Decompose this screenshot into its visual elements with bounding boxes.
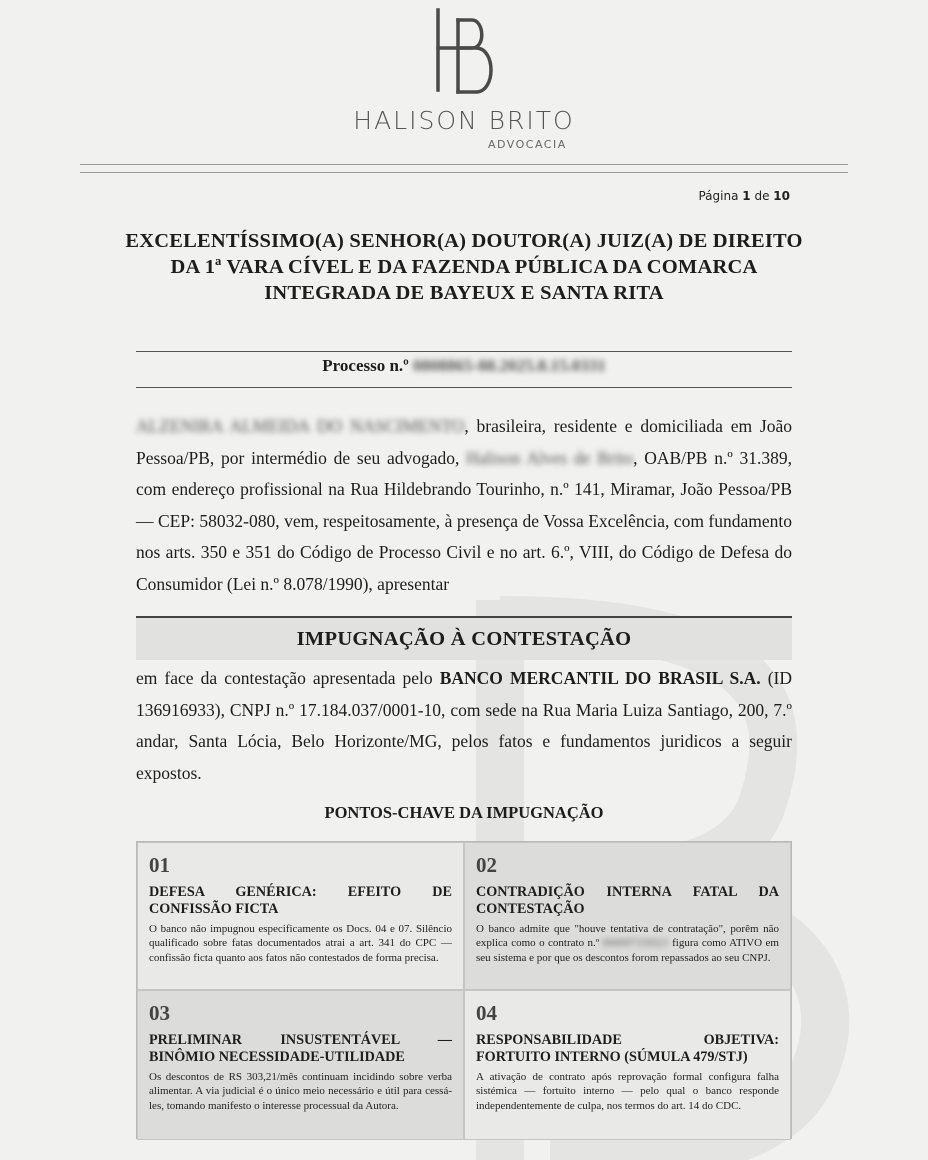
card-number: 04 xyxy=(476,1001,497,1025)
bank-name: BANCO MERCANTIL DO BRASIL S.A. xyxy=(439,668,761,688)
page-prefix: Página xyxy=(698,189,739,203)
card-body-b: figura como ATIVO em seu sistema e por que os descontos forom repassados ao seu CNPJ. xyxy=(476,937,779,964)
key-point-card-01 xyxy=(137,842,464,990)
logo xyxy=(0,6,928,98)
card-number: 03 xyxy=(149,1001,170,1025)
lawyer-name: Halison Alves de Brito xyxy=(466,447,634,468)
document-title: EXCELENTÍSSIMO(A) SENHOR(A) DOUTOR(A) JUIZ(A) DE DIREITO DA 1ª VARA CÍVEL E DA FAZENDA PÚBLICA DA COMARCA INTEGRADA DE BAYEUX E SANTA RITA xyxy=(125,230,803,304)
facing-text-b: (ID 136916933), CNPJ n.º 17.184.037/0001-10, com sede na Rua Maria Luiza Santiago, 200, 7.º andar, Santa Lócia, Belo Horizonte/MG, pelos fatos e fundamentos juridicos a seguir expostos. xyxy=(136,668,793,783)
card-title: DEFESA GENÉRICA: EFEITO DE CONFISSÃO FICTA xyxy=(149,884,452,917)
page-of: de xyxy=(754,189,770,203)
page-indicator xyxy=(698,189,790,203)
intro-paragraph xyxy=(136,411,792,600)
intro-text-a: , brasileira, residente e domiciliada em João Pessoa/PB, por intermédio de seu advogado, xyxy=(136,416,793,468)
card-body: Os descontos de RS 303,21/mês continuam incidindo sobre verba alimentar. A via judicial é o único meio necessário e útil para cessá-les, tomando manifesto o interesse processual da Autora. xyxy=(149,1071,452,1112)
key-points-grid xyxy=(136,841,792,1139)
card-title: RESPONSABILIDADE OBJETIVA: FORTUITO INTERNO (SÚMULA 479/STJ) xyxy=(476,1032,779,1065)
process-rule-bottom xyxy=(136,387,792,388)
card-title: CONTRADIÇÃO INTERNA FATAL DA CONTESTAÇÃO xyxy=(476,884,779,917)
key-point-card-02 xyxy=(464,842,791,990)
brand-subtitle: ADVOCACIA xyxy=(488,138,567,151)
process-value: 0808865-88.2025.8.15.0331 xyxy=(413,356,606,375)
facing-text-a: em face da contestação apresentada pelo xyxy=(136,668,440,688)
page-current: 1 xyxy=(742,189,751,203)
hb-monogram-icon xyxy=(424,6,504,98)
process-rule-top xyxy=(136,351,792,352)
card-body-a: O banco admite que "houve tentativa de contratação", porêm não explica como o contrato n.º xyxy=(476,923,779,950)
card-body: A ativação de contrato após reprovação formal configura falha sistémica — fortuito interno — pelo qual o banco responde independentemente de culpa, nos termos do art. 14 do CDC. xyxy=(476,1071,779,1112)
key-point-card-04 xyxy=(464,990,791,1140)
facing-paragraph xyxy=(136,663,792,789)
header-rule-bottom xyxy=(80,172,848,173)
key-points-title: PONTOS-CHAVE DA IMPUGNAÇÃO xyxy=(324,803,604,822)
card-title: PRELIMINAR INSUSTENTÁVEL — BINÔMIO NECESSIDADE-UTILIDADE xyxy=(149,1032,452,1065)
page-total: 10 xyxy=(773,189,790,203)
contract-number: 000097159321 xyxy=(602,937,669,950)
card-body: O banco não impugnou especificamente os Docs. 04 e 07. Silêncio qualificado sobre fatas documentados atrai a art. 341 do CPC — confissão ficta quanto aos fatos não contestados de forma precisa. xyxy=(149,923,452,964)
process-label: Processo n.º xyxy=(322,356,409,375)
key-point-card-03 xyxy=(137,990,464,1140)
card-number: 01 xyxy=(149,853,170,877)
card-body xyxy=(476,922,779,965)
party-name: ALZENIRA ALMEIDA DO NASCIMENTO xyxy=(136,416,465,436)
section-heading: IMPUGNAÇÃO À CONTESTAÇÃO xyxy=(136,616,792,660)
card-number: 02 xyxy=(476,853,497,877)
intro-text-b: , OAB/PB n.º 31.389, com endereço profissional na Rua Hildebrando Tourinho, n.º 141, Miramar, João Pessoa/PB — CEP: 58032-080, vem, respeitosamente, à presença de Vossa Excelência, com fundamento nos arts. 350 e 351 do Código de Processo Civil e no art. 6.º, VIII, do Código de Defesa do Consumidor (Lei n.º 8.078/1990), apresentar xyxy=(136,447,792,594)
process-number xyxy=(0,356,928,376)
brand-name: HALISON BRITO xyxy=(353,106,575,135)
header-rule-top xyxy=(80,164,848,165)
